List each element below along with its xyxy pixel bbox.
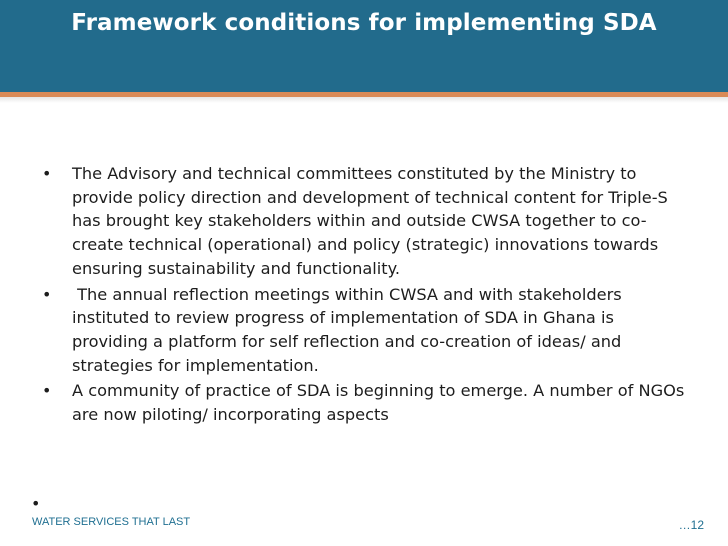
bullet-text: A community of practice of SDA is beginning to emerge. A number of NGOs are now piloting/ incorporating aspects [72, 381, 685, 425]
slide-body [30, 162, 690, 429]
slide-title: Framework conditions for implementing SDA [71, 10, 657, 36]
bullet-text: The annual reflection meetings within CWSA and with stakeholders instituted to review progress of implementation of SDA in Ghana is providing a platform for self reflection and co-creation of ideas/ and strategies for implementation. [72, 284, 627, 375]
title-banner [0, 0, 728, 92]
bullet-marker: • [42, 164, 52, 183]
banner-shadow [0, 97, 728, 103]
page-number: …12 [678, 518, 704, 532]
bullet-item [30, 283, 690, 378]
bullet-list [30, 162, 690, 427]
bullet-marker: • [42, 381, 52, 401]
empty-bullet-marker: • [31, 494, 41, 513]
bullet-text: The Advisory and technical committees constituted by the Ministry to provide policy direction and development of technical content for Triple-S has brought key stakeholders within and outside CWSA together to co-create technical (operational) and policy (strategic) innovations towards ensuring sustainability and functionality. [72, 164, 668, 278]
bullet-item [30, 162, 690, 281]
bullet-marker: • [42, 284, 52, 304]
bullet-item [30, 379, 690, 426]
footer-tagline: WATER SERVICES THAT LAST [32, 516, 191, 528]
